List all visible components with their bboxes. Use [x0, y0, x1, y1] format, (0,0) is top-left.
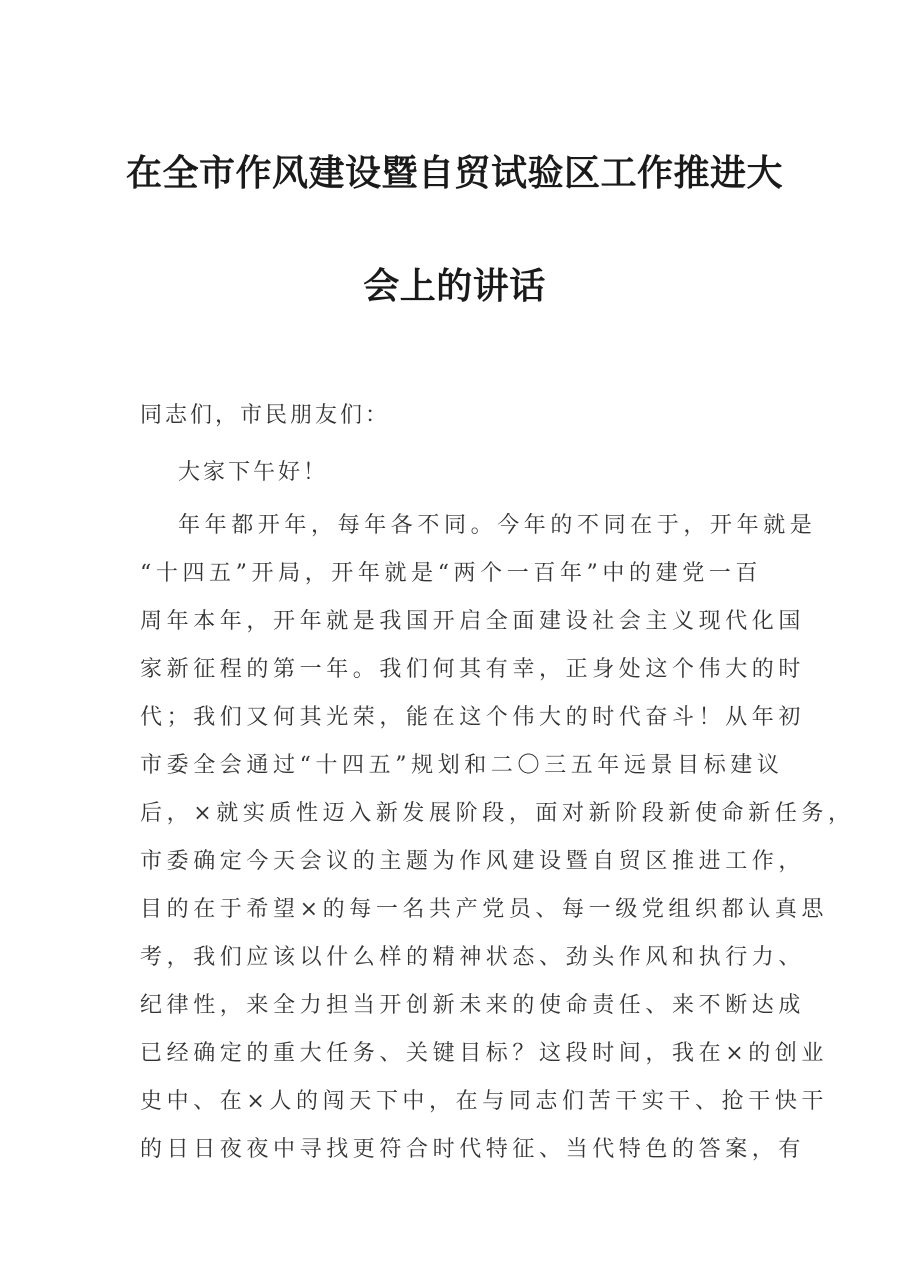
- body-line: 的日日夜夜中寻找更符合时代特征、当代特色的答案，有: [140, 1137, 806, 1162]
- body-line: 后，×就实质性迈入新发展阶段，面对新阶段新使命新任务，: [140, 801, 855, 826]
- body-line: 年年都开年，每年各不同。今年的不同在于，开年就是: [178, 513, 817, 538]
- document-title-line-1: 在全市作风建设暨自贸试验区工作推进大: [125, 153, 783, 194]
- body-line: “十四五”开局，开年就是“两个一百年”中的建党一百: [140, 561, 762, 586]
- greeting: 大家下午好！: [178, 460, 329, 485]
- body-paragraph: [140, 510, 855, 1182]
- body-line: 市委确定今天会议的主题为作风建设暨自贸区推进工作，: [140, 849, 806, 874]
- salutation: 同志们，市民朋友们：: [140, 403, 391, 428]
- document-title-line-2: 会上的讲话: [363, 266, 546, 307]
- body-line: 家新征程的第一年。我们何其有幸，正身处这个伟大的时: [140, 657, 806, 682]
- body-line: 代；我们又何其光荣，能在这个伟大的时代奋斗！从年初: [140, 705, 806, 730]
- body-line: 纪律性，来全力担当开创新未来的使命责任、来不断达成: [140, 993, 806, 1018]
- body-line: 已经确定的重大任务、关键目标？这段时间，我在×的创业: [140, 1041, 829, 1066]
- body-line: 周年本年，开年就是我国开启全面建设社会主义现代化国: [140, 609, 806, 634]
- body-line: 目的在于希望×的每一名共产党员、每一级党组织都认真思: [140, 897, 829, 922]
- body-line: 市委全会通过“十四五”规划和二〇三五年远景目标建议: [140, 753, 784, 778]
- body-line: 史中、在×人的闯天下中，在与同志们苦干实干、抢干快干: [140, 1089, 829, 1114]
- body-line: 考，我们应该以什么样的精神状态、劲头作风和执行力、: [140, 945, 806, 970]
